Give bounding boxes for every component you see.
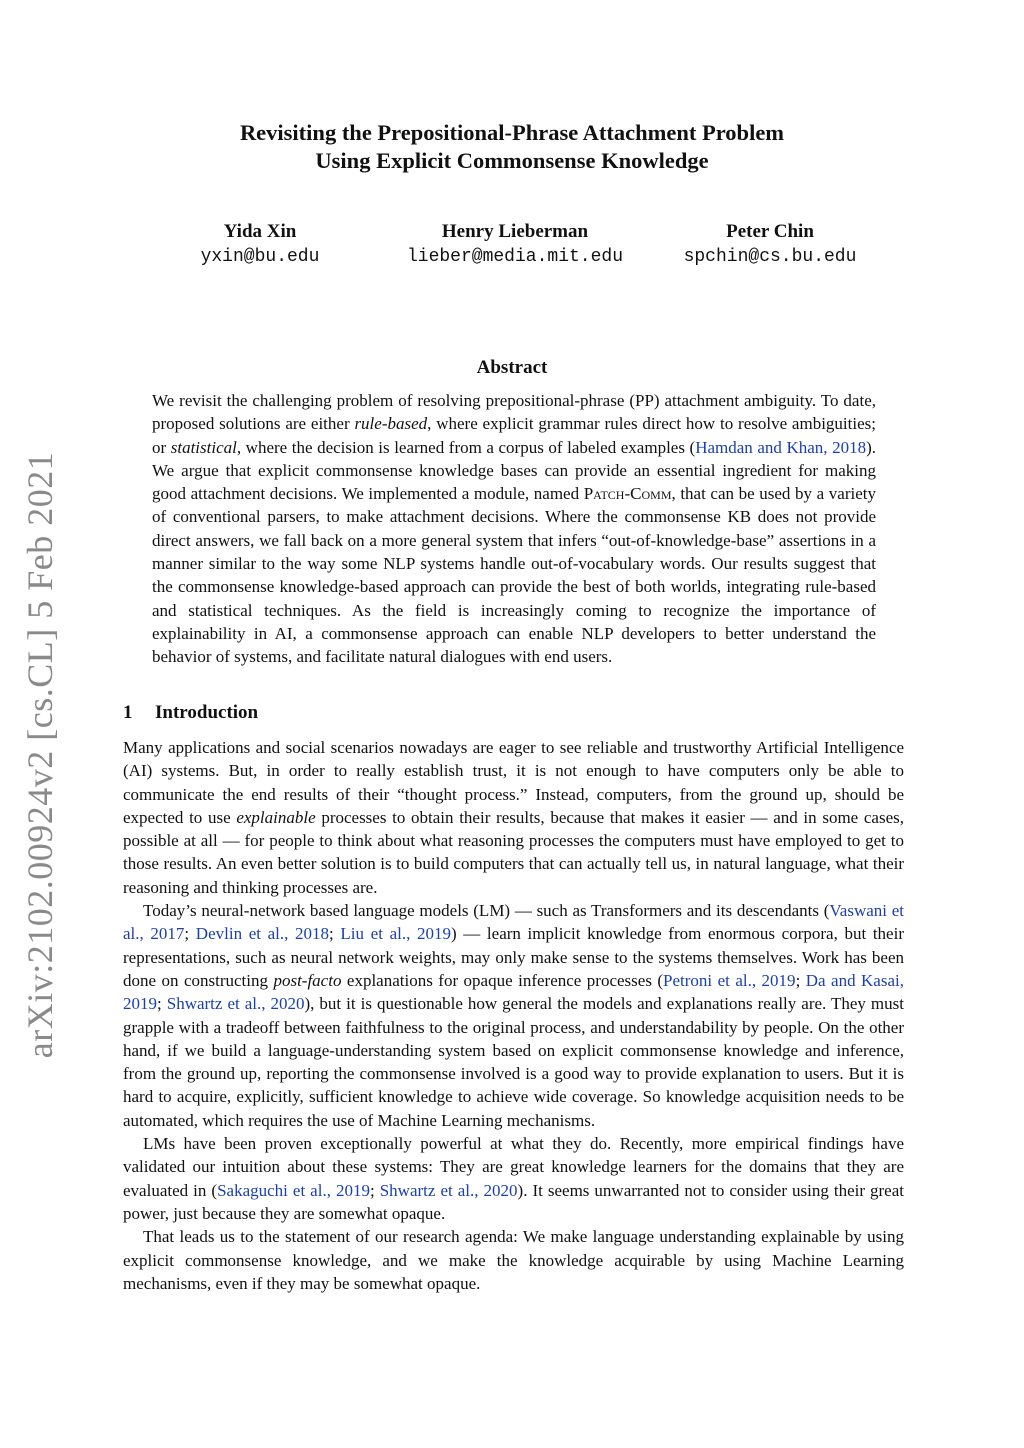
citation-separator: ;	[795, 970, 806, 990]
arxiv-identifier-text: arXiv:2102.00924v2 [cs.CL] 5 Feb 2021	[20, 451, 60, 1059]
abstract-emphasis: statistical	[170, 437, 237, 457]
citation-link[interactable]: Shwartz et al., 2020	[379, 1180, 518, 1200]
citation-link[interactable]: Devlin et al., 2018	[195, 924, 330, 944]
section-number: 1	[123, 702, 133, 723]
paragraph-text: ) — learn implicit knowledge from enormous corpora, but their representations, such as neural network weights, may only make sense to the systems themselves. Work has been done on constructing	[123, 924, 904, 990]
author-name: Peter Chin	[726, 221, 814, 242]
citation-separator: ;	[329, 924, 341, 944]
paragraph-text: Today’s neural-network based language models (LM) — such as Transformers and its descendants (	[143, 901, 830, 921]
abstract-text: , where explicit grammar rules direct how to resolve ambiguities; or	[152, 414, 876, 457]
module-name: Patch-Comm	[583, 484, 672, 504]
arxiv-identifier	[10, 451, 70, 1059]
citation-link[interactable]: Sakaguchi et al., 2019	[217, 1180, 370, 1200]
introduction-body	[123, 736, 904, 1295]
author-2	[385, 220, 645, 270]
abstract-text: ). We argue that explicit commonsense knowledge bases can provide an essential ingredient for making good attachment decisions. We implemented a module, named	[152, 437, 877, 504]
section-title: Introduction	[155, 702, 259, 723]
citation-link[interactable]: Liu et al., 2019	[340, 924, 451, 944]
paragraph-2	[123, 899, 904, 1132]
paragraph-1	[123, 736, 904, 899]
paragraph-text: ). It seems unwarranted not to consider using their great power, just because they are somewhat opaque.	[123, 1180, 904, 1223]
paragraph-text: Many applications and social scenarios nowadays are eager to see reliable and trustworthy Artificial Intelligence (AI) systems. But, in order to really establish trust, it is not enough to have computers only be able to communicate the end results of their “thought process.” Instead, computers, from the ground up, should be expected to use	[123, 738, 904, 827]
abstract-emphasis: rule-based	[354, 414, 428, 434]
paragraph-emphasis: post-facto	[273, 970, 342, 990]
abstract-text: , where the decision is learned from a corpus of labeled examples (	[236, 437, 696, 457]
paragraph-4: That leads us to the statement of our research agenda: We make language understanding explainable by using explicit commonsense knowledge, and we make the knowledge acquirable by using Machine Learning mechanisms, even if they may be somewhat opaque.	[123, 1227, 904, 1293]
author-name: Yida Xin	[223, 221, 297, 242]
author-3	[670, 220, 870, 270]
citation-link[interactable]: Vaswani et al., 2017	[123, 901, 904, 944]
author-email: yxin@bu.edu	[200, 247, 320, 267]
paragraph-3	[123, 1132, 904, 1225]
paragraph-text: processes to obtain their results, because that makes it easier — and in some cases, possible at all — for people to think about what reasoning processes the computers must have employed to get to those results. An even better solution is to build computers that can actually tell us, in natural language, what their reasoning and thinking processes are.	[123, 807, 905, 897]
citation-separator: ;	[369, 1180, 380, 1200]
citation-separator: ;	[157, 994, 167, 1014]
citation-separator: ;	[184, 924, 196, 944]
abstract-text: We revisit the challenging problem of resolving prepositional-phrase (PP) attachment ambiguity. To date, proposed solutions are either	[152, 391, 876, 434]
citation-link[interactable]: Petroni et al., 2019	[663, 970, 796, 990]
citation-link[interactable]: Hamdan and Khan, 2018	[695, 437, 867, 457]
author-email: spchin@cs.bu.edu	[683, 247, 857, 267]
abstract-text: , that can be used by a variety of conventional parsers, to make attachment decisions. Where the commonsense KB does not provide direct answers, we fall back on a more general system that infers “out-of-knowledge-base” assertions in a manner similar to the way some NLP systems handle out-of-vocabulary words. Our results suggest that the commonsense knowledge-based approach can provide the best of both worlds, integrating rule-based and statistical techniques. As the field is increasingly coming to recognize the importance of explainability in AI, a commonsense approach can enable NLP developers to better understand the behavior of systems, and facilitate natural dialogues with end users.	[152, 484, 876, 667]
abstract-heading: Abstract	[476, 357, 548, 378]
citation-link[interactable]: Da and Kasai, 2019	[123, 970, 904, 1014]
paragraph-text: LMs have been proven exceptionally powerful at what they do. Recently, more empirical findings have validated our intuition about these systems: They are great knowledge learners for the domains that they are evaluated in (	[123, 1134, 904, 1200]
paragraph-emphasis: explainable	[236, 807, 316, 827]
author-name: Henry Lieberman	[441, 221, 589, 242]
author-1	[180, 220, 340, 270]
paragraph-text: ), but it is questionable how general the models and explanations really are. They must grapple with a tradeoff between faithfulness to the original process, and understandability by people. On the other hand, if we build a language-understanding system based on explicit commonsense knowledge and inference, from the ground up, reporting the commonsense involved is a good way to provide explanation to users. But it is hard to acquire, explicitly, sufficient knowledge to achieve wide coverage. So knowledge acquisition needs to be automated, which requires the use of Machine Learning mechanisms.	[123, 994, 904, 1130]
section-heading	[123, 702, 258, 724]
author-block	[180, 220, 880, 280]
author-email: lieber@media.mit.edu	[406, 247, 624, 267]
citation-link[interactable]: Shwartz et al., 2020	[166, 994, 305, 1014]
abstract-paragraph	[152, 389, 876, 669]
title-line-1: Revisiting the Prepositional-Phrase Attachment Problem	[239, 120, 785, 145]
abstract-body	[152, 389, 876, 669]
paragraph-text: explanations for opaque inference processes (	[341, 970, 664, 990]
title-line-2: Using Explicit Commonsense Knowledge	[315, 148, 709, 173]
paper-title	[120, 119, 904, 175]
